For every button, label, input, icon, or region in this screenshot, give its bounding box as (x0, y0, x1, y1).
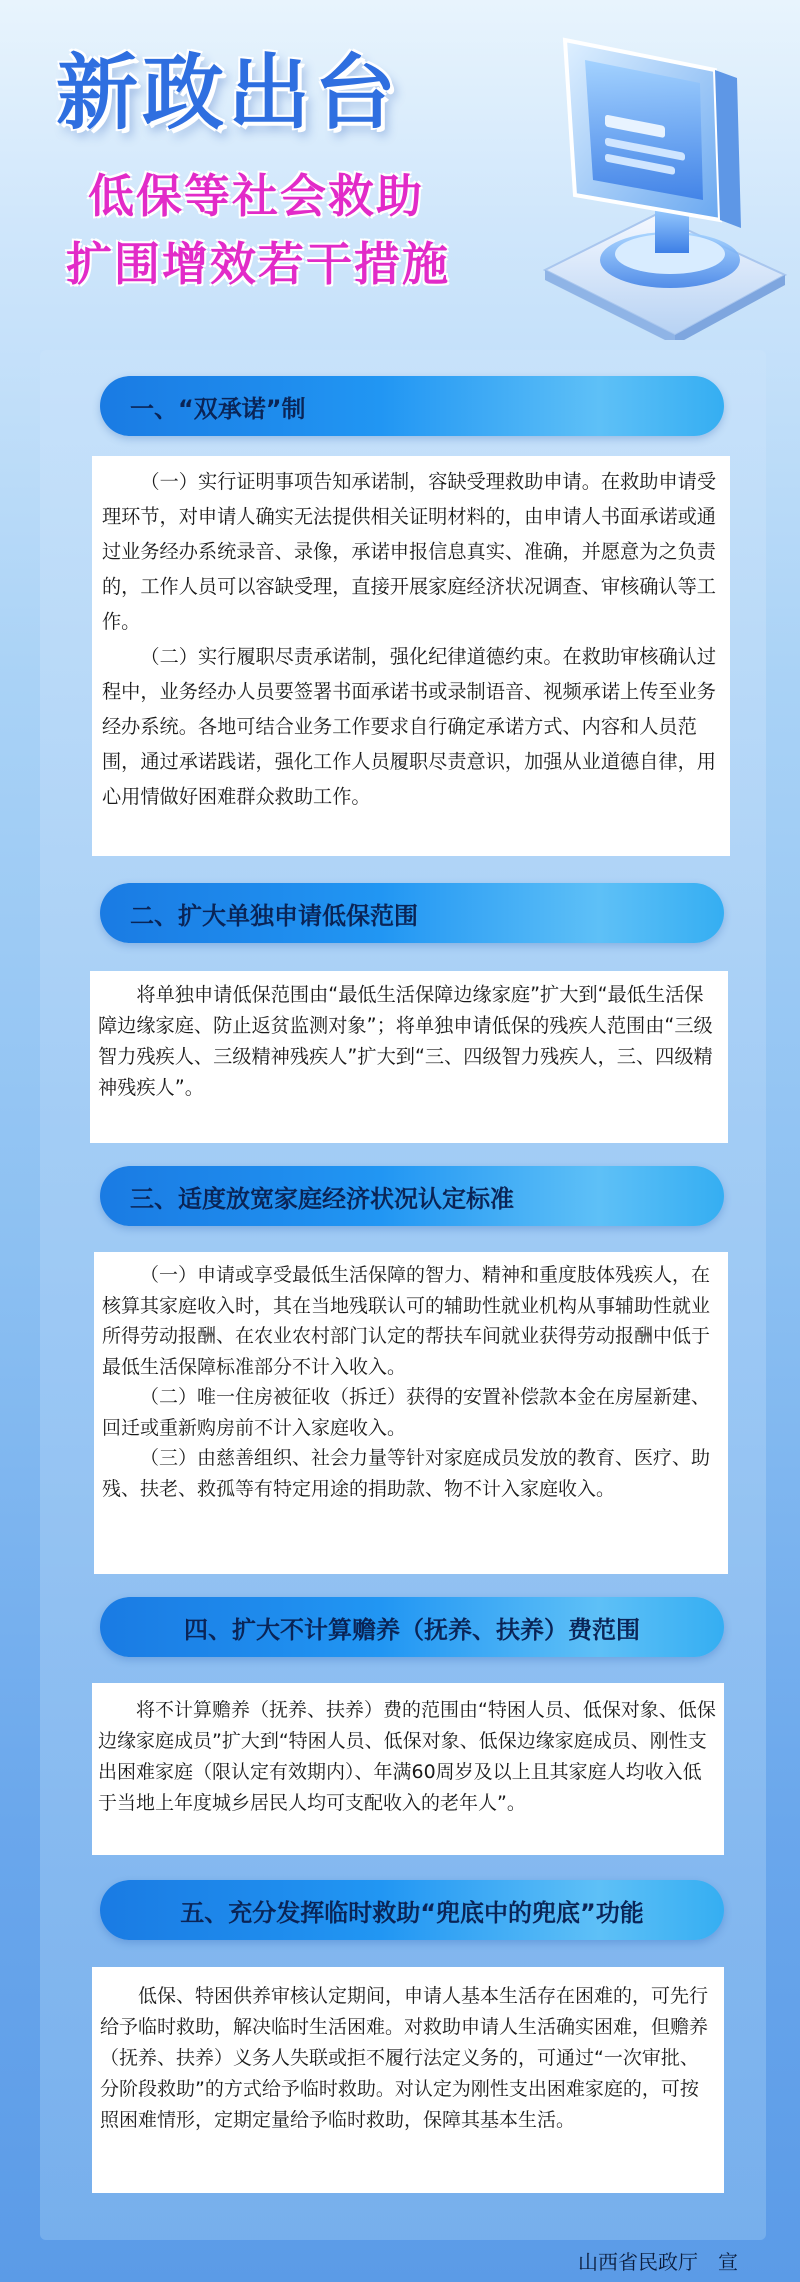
subtitle-line-1: 低保等社会救助 (88, 169, 424, 223)
section-1-heading: 一、“双承诺”制 (100, 376, 724, 436)
section-3-body (94, 1252, 728, 1574)
section-3-paragraph-3: （三）由慈善组织、社会力量等针对家庭成员发放的教育、医疗、助残、扶老、救孤等有特定用途的捐助款、物不计入家庭收入。 (102, 1447, 711, 1500)
section-5-paragraph-1: 低保、特困供养审核认定期间，申请人基本生活存在困难的，可先行给予临时救助，解决临时生活困难。对救助申请人生活确实困难，但赡养（抚养、扶养）义务人失联或拒不履行法定义务的，可通过“一次审批、分阶段救助”的方式给予临时救助。对认定为刚性支出困难家庭的，可按照困难情形，定期定量给予临时救助，保障其基本生活。 (100, 1985, 709, 2131)
section-1-paragraph-2: （二）实行履职尽责承诺制，强化纪律道德约束。在救助审核确认过程中，业务经办人员要签署书面承诺书或录制语音、视频承诺上传至业务经办系统。各地可结合业务工作要求自行确定承诺方式、内容和人员范围，通过承诺践诺，强化工作人员履职尽责意识，加强从业道德自律，用心用情做好困难群众救助工作。 (102, 645, 717, 808)
section-2-body (90, 971, 728, 1143)
computer-monitor-illustration (505, 20, 790, 340)
section-2-heading: 二、扩大单独申请低保范围 (100, 883, 724, 943)
subtitle-line-2: 扩围增效若干措施 (66, 237, 450, 291)
section-5-body (92, 1967, 724, 2193)
section-2-paragraph-1: 将单独申请低保范围由“最低生活保障边缘家庭”扩大到“最低生活保障边缘家庭、防止返贫监测对象”；将单独申请低保的残疾人范围由“三级智力残疾人、三级精神残疾人”扩大到“三、四级智力残疾人，三、四级精神残疾人”。 (98, 983, 713, 1099)
section-3-paragraph-1: （一）申请或享受最低生活保障的智力、精神和重度肢体残疾人，在核算其家庭收入时，其在当地残联认可的辅助性就业机构从事辅助性就业所得劳动报酬、在农业农村部门认定的帮扶车间就业获得劳动报酬中低于最低生活保障标准部分不计入收入。 (102, 1264, 711, 1378)
section-4-paragraph-1: 将不计算赡养（抚养、扶养）费的范围由“特困人员、低保对象、低保边缘家庭成员”扩大到“特困人员、低保对象、低保边缘家庭成员、刚性支出困难家庭（限认定有效期内）、年满60周岁及以上且其家庭人均收入低于当地上年度城乡居民人均可支配收入的老年人”。 (98, 1699, 716, 1814)
section-4-body (92, 1683, 724, 1855)
section-3-heading: 三、适度放宽家庭经济状况认定标准 (100, 1166, 724, 1226)
section-5-heading: 五、充分发挥临时救助“兜底中的兜底”功能 (100, 1880, 724, 1940)
section-1-paragraph-1: （一）实行证明事项告知承诺制，容缺受理救助申请。在救助申请受理环节，对申请人确实无法提供相关证明材料的，由申请人书面承诺或通过业务经办系统录音、录像，承诺申报信息真实、准确，并愿意为之负责的，工作人员可以容缺受理，直接开展家庭经济状况调查、审核确认等工作。 (102, 470, 717, 633)
publisher-credit: 山西省民政厅 宣 (578, 2250, 738, 2274)
section-1-body (92, 456, 730, 856)
section-3-paragraph-2: （二）唯一住房被征收（拆迁）获得的安置补偿款本金在房屋新建、回迁或重新购房前不计入家庭收入。 (102, 1386, 711, 1439)
page-title: 新政出台 (56, 46, 401, 141)
section-4-heading: 四、扩大不计算赡养（抚养、扶养）费范围 (100, 1597, 724, 1657)
